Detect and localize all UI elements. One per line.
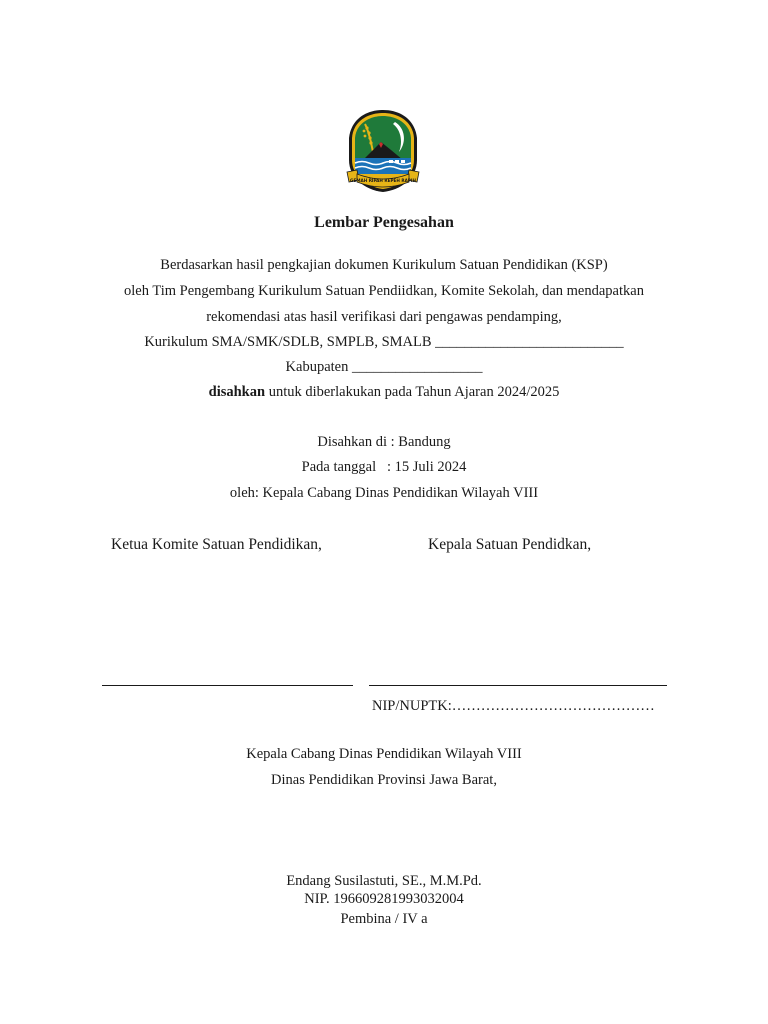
head-office-line-2: Dinas Pendidikan Provinsi Jawa Barat,: [271, 772, 497, 788]
intro-line-3: rekomendasi atas hasil verifikasi dari pengawas pendamping,: [206, 309, 562, 325]
intro-line-4: Kurikulum SMA/SMK/SDLB, SMPLB, SMALB __________________________: [144, 334, 624, 350]
intro-line-2: oleh Tim Pengembang Kurikulum Satuan Pendiidkan, Komite Sekolah, dan mendapatkan: [124, 283, 644, 299]
intro-line-6: [0, 384, 768, 401]
approval-date: Pada tanggal : 15 Juli 2024: [301, 459, 467, 475]
school-head-signature-line: [369, 685, 667, 686]
head-office-line-1: Kepala Cabang Dinas Pendidikan Wilayah VIII: [246, 746, 522, 762]
approval-by: oleh: Kepala Cabang Dinas Pendidikan Wilayah VIII: [229, 485, 539, 501]
school-head-nip: NIP/NUPTK:……………………………………: [372, 698, 655, 714]
official-name: Endang Susilastuti, SE., M.M.Pd.: [286, 873, 482, 889]
intro-line-5: Kabupaten __________________: [285, 359, 483, 375]
committee-signature-line: [102, 685, 353, 686]
approval-place: Disahkan di : Bandung: [317, 434, 451, 450]
intro-line-1: Berdasarkan hasil pengkajian dokumen Kurikulum Satuan Pendidikan (KSP): [160, 257, 608, 273]
official-rank: Pembina / IV a: [340, 911, 428, 927]
west-java-emblem-icon: [343, 108, 423, 194]
school-head-title: Kepala Satuan Pendidkan,: [428, 536, 592, 553]
committee-chair-title: Ketua Komite Satuan Pendidikan,: [111, 536, 322, 553]
emblem-motto: GEMAH RIPAH REPEH RAPIH: [350, 178, 416, 183]
page-title: Lembar Pengesahan: [314, 214, 454, 231]
official-nip: NIP. 196609281993032004: [304, 891, 464, 907]
intro-line-6-rest: untuk diberlakukan pada Tahun Ajaran 2024/2025: [265, 384, 560, 400]
disahkan-word: disahkan: [208, 384, 266, 400]
